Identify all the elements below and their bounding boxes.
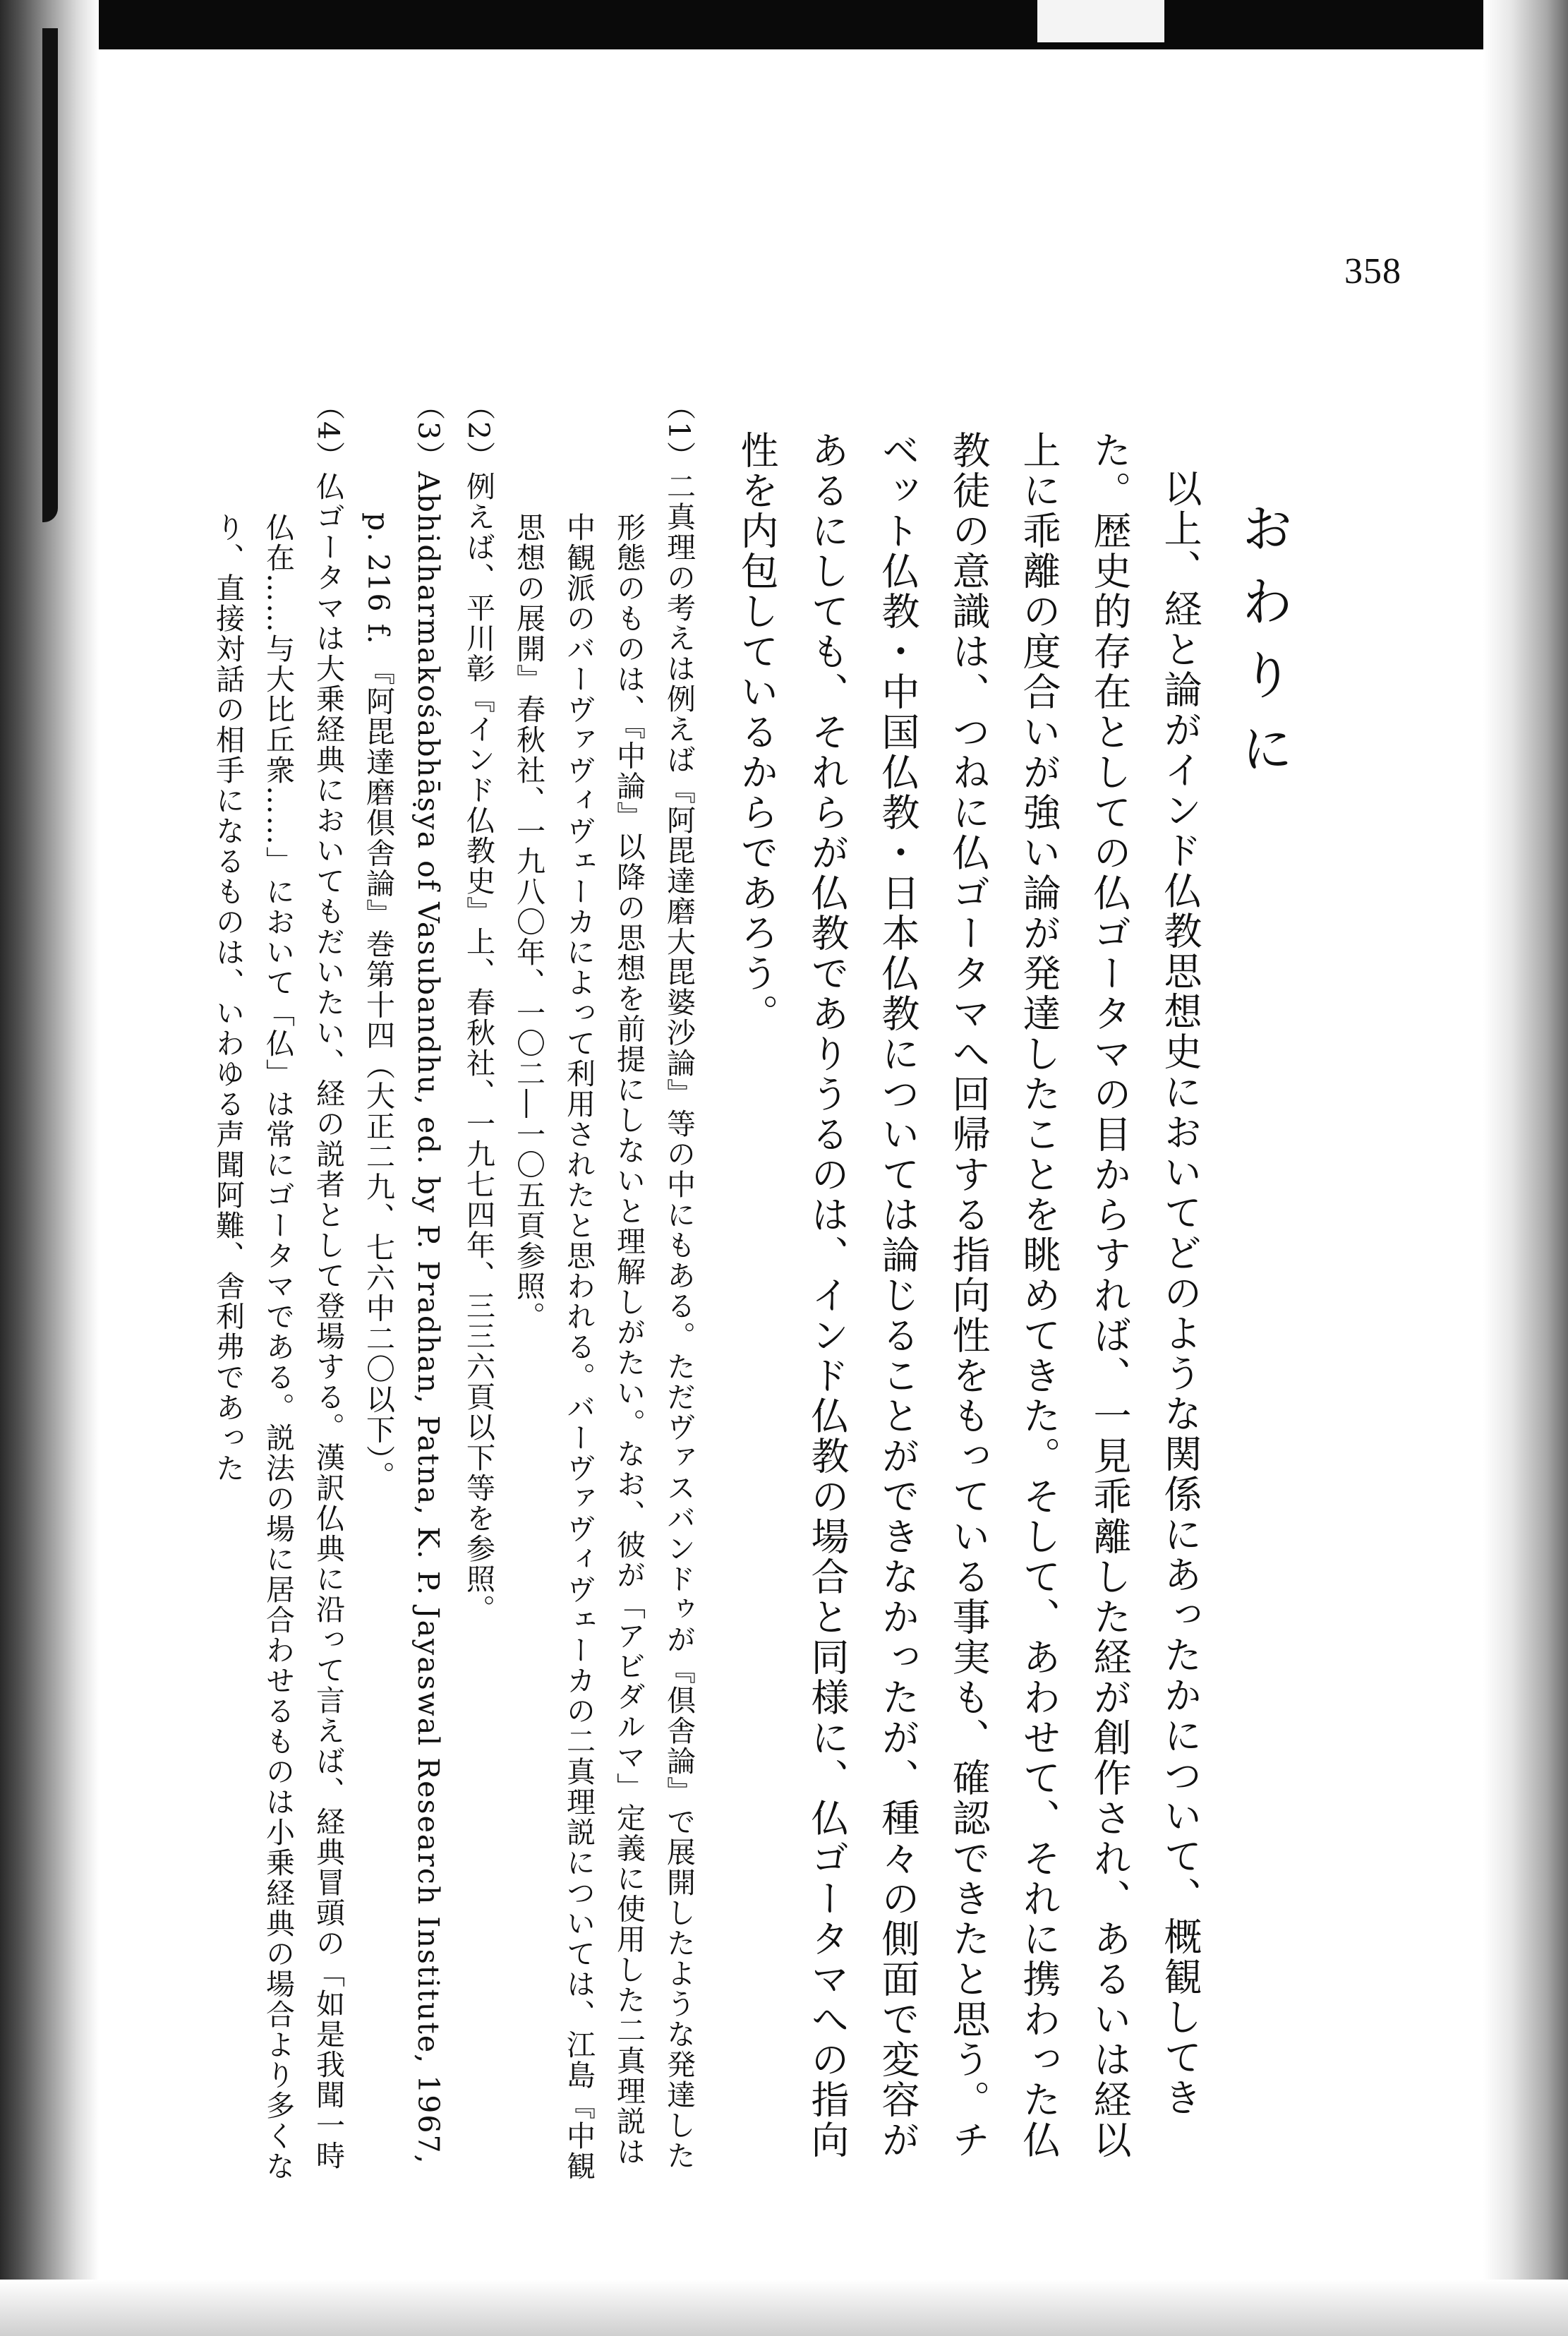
footnote-2 [453, 390, 503, 2188]
scan-bottom-shadow [0, 2280, 1568, 2336]
scan-right-shadow [1483, 0, 1568, 2336]
scan-top-notch [1037, 0, 1164, 42]
footnote-number: （4） [311, 390, 345, 471]
body-paragraph: 以上、経と論がインド仏教思想史においてどのような関係にあったかについて、概観してきた。歴史的存在としての仏ゴータマの目からすれば、一見乖離した経が創作され、あるいは経以上に乖離の度合いが強い論が発達したことを眺めてきた。そして、あわせて、それに携わった仏教徒の意識は、つねに仏ゴータマへ回帰する指向性をもっている事実も、確認できたと思う。チベット仏教・中国仏教・日本仏教については論じることができなかったが、種々の側面で変容があるにしても、それらが仏教でありうるのは、インド仏教の場合と同様に、仏ゴータマへの指向性を内包しているからであろう。 [735, 431, 1202, 2160]
footnote-number: （2） [462, 390, 495, 471]
footnote-number: （1） [662, 390, 696, 471]
section-title: おわりに [1233, 501, 1293, 795]
footnote-text: Abhidharmakośabhāṣya of Vasubandhu, ed. by P. Pradhan, Patna, K. P. Jayaswal Research Institute, 1967, p. 216 f. 『阿毘達磨倶舎論』巻第十四（大正二九、七六中二〇以下）。 [361, 471, 445, 2165]
footnote-number: （3） [411, 390, 445, 471]
footnote-text: 例えば、平川彰『インド仏教史』上、春秋社、一九七四年、三三六頁以下等を参照。 [462, 471, 495, 1625]
footnote-text: 二真理の考えは例えば『阿毘達磨大毘婆沙論』等の中にもある。ただヴァスバンドゥが『倶舎論』で展開したような発達した形態のものは、『中論』以降の思想を前提にしないと理解しがたい。なお、彼が「アビダルマ」定義に使用した二真理説は中観派のバーヴァヴィヴェーカによって利用されたと思われる。バーヴァヴィヴェーカの二真理説については、江島『中観思想の展開』春秋社、一九八〇年、一〇二―一〇五頁参照。 [512, 471, 696, 2182]
footnote-1 [503, 390, 704, 2188]
footnote-4 [203, 390, 353, 2188]
page-number: 358 [1344, 251, 1401, 291]
body-text [721, 431, 1215, 2174]
footnotes [203, 390, 704, 2188]
scan-binding-edge [42, 28, 58, 522]
scan-top-border [0, 0, 1568, 49]
footnote-3 [353, 390, 453, 2188]
footnote-text: 仏ゴータマは大乗経典においてもだいたい、経の説者として登場する。漢訳仏典に沿って言えば、経典冒頭の「如是我聞一時仏在……与大比丘衆……」において「仏」は常にゴータマである。説法の場に居合わせるものは小乗経典の場合より多くなり、直接対話の相手になるものは、いわゆる声聞阿難、舎利弗であった [211, 471, 345, 2182]
